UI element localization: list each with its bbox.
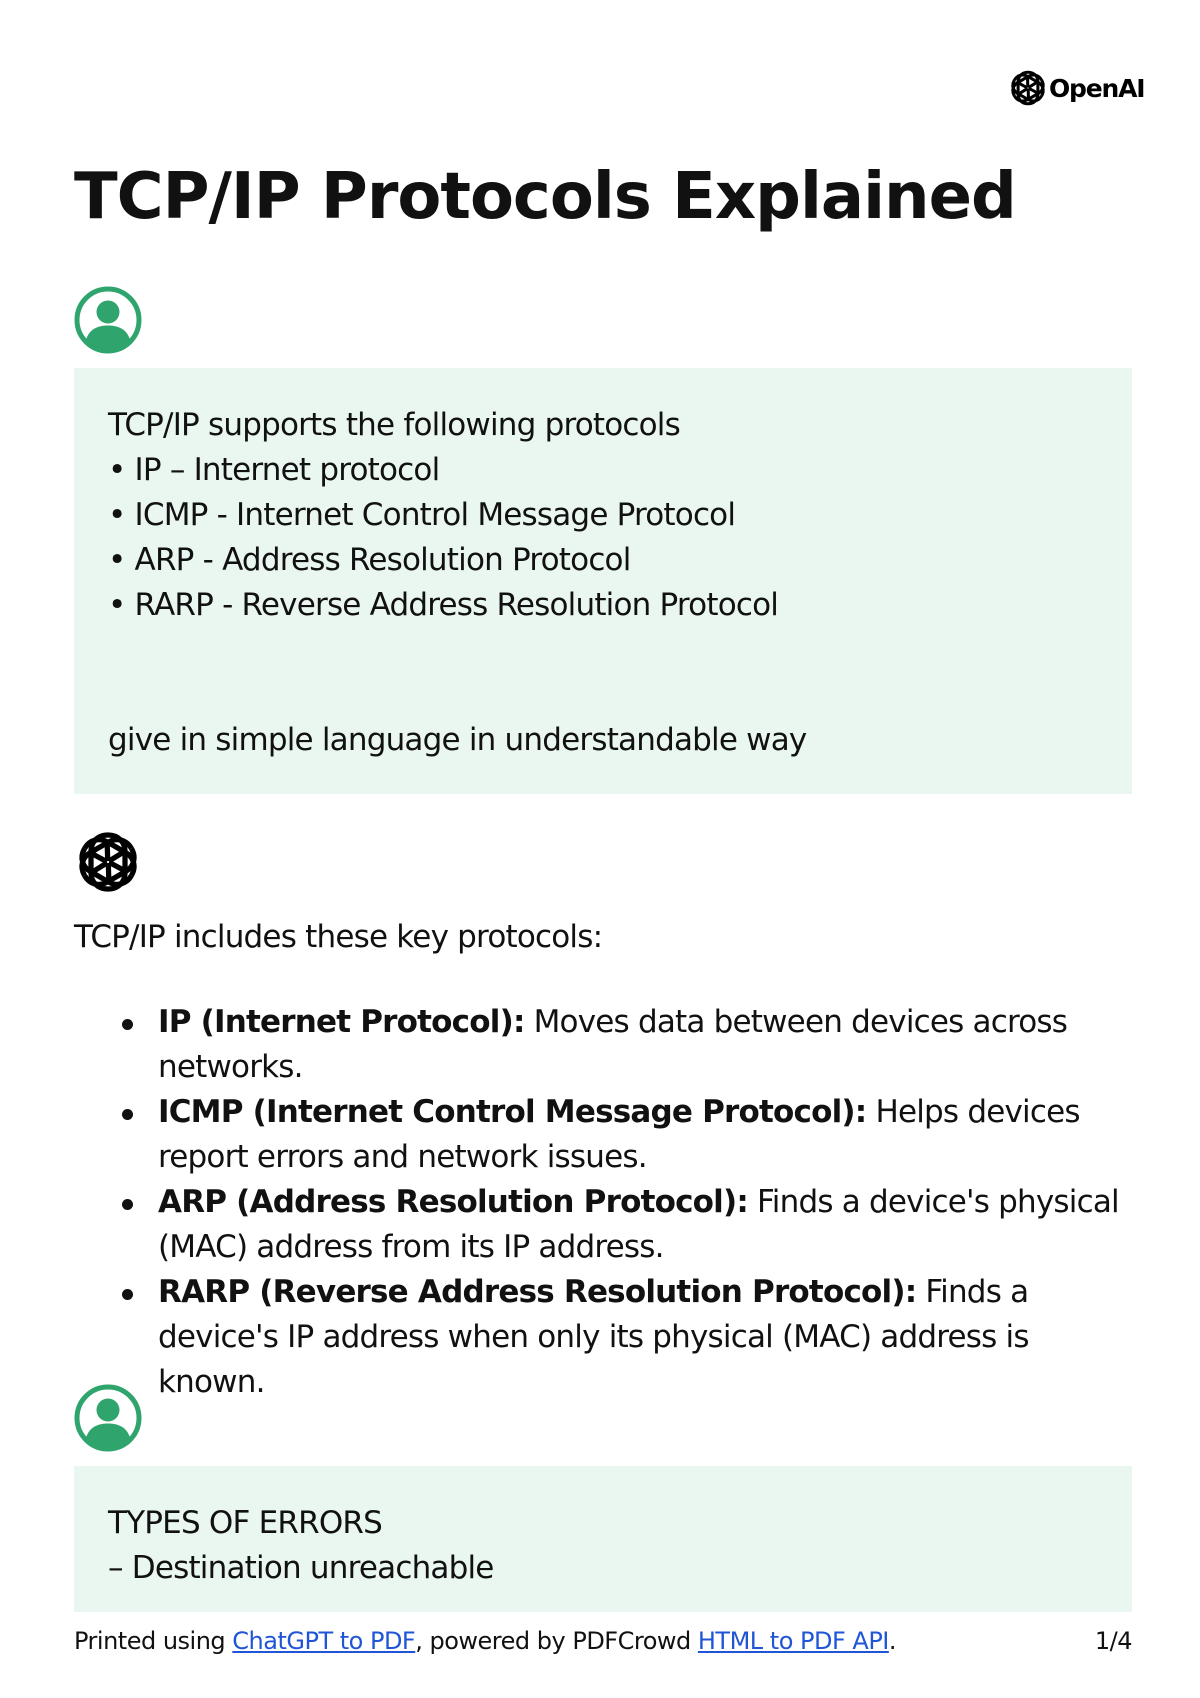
user-message-line: • RARP - Reverse Address Resolution Protocol [108, 587, 779, 623]
user-message-line: – Destination unreachable [108, 1550, 494, 1586]
user-message [74, 1466, 1132, 1612]
list-item [74, 1270, 1134, 1405]
user-avatar-icon [74, 286, 142, 354]
protocol-term: RARP (Reverse Address Resolution Protocol): [158, 1274, 917, 1310]
footer-prefix: Printed using [74, 1627, 233, 1655]
protocol-description: Helps devices report errors and network issues. [158, 1094, 1080, 1175]
protocol-term: ICMP (Internet Control Message Protocol): [158, 1094, 867, 1130]
page-number: 1/4 [1094, 1627, 1132, 1655]
user-message-line: TYPES OF ERRORS [108, 1505, 383, 1541]
openai-logo-icon [1010, 70, 1046, 106]
footer-middle: , powered by PDFCrowd [415, 1627, 698, 1655]
assistant-intro: TCP/IP includes these key protocols: [74, 919, 603, 955]
user-message-line: give in simple language in understandable way [108, 722, 807, 758]
brand-name: OpenAI [1049, 73, 1145, 103]
chatgpt-logo-icon [74, 828, 142, 896]
html-to-pdf-api-link[interactable]: HTML to PDF API [697, 1627, 889, 1655]
assistant-protocol-list [74, 1000, 1134, 1405]
user-avatar [74, 1384, 142, 1452]
user-message-line: • ARP - Address Resolution Protocol [108, 542, 631, 578]
protocol-description: Moves data between devices across networks. [158, 1004, 1068, 1085]
user-message [74, 368, 1132, 794]
brand-logo [1010, 70, 1144, 106]
user-message-line: • IP – Internet protocol [108, 452, 440, 488]
protocol-description: Finds a device's IP address when only its physical (MAC) address is known. [158, 1274, 1029, 1400]
chatgpt-to-pdf-link[interactable]: ChatGPT to PDF [232, 1627, 416, 1655]
list-item [74, 1090, 1134, 1180]
user-message-line: • ICMP - Internet Control Message Protocol [108, 497, 736, 533]
protocol-term: ARP (Address Resolution Protocol): [158, 1184, 748, 1220]
list-item [74, 1000, 1134, 1090]
user-avatar-icon [74, 1384, 142, 1452]
user-message-line: TCP/IP supports the following protocols [108, 407, 680, 443]
protocol-description: Finds a device's physical (MAC) address from its IP address. [158, 1184, 1119, 1265]
footer-suffix: . [888, 1627, 897, 1655]
assistant-avatar [74, 828, 142, 896]
protocol-term: IP (Internet Protocol): [158, 1004, 525, 1040]
list-item [74, 1180, 1134, 1270]
user-avatar [74, 286, 142, 354]
print-footer [74, 1626, 1132, 1656]
page-title: TCP/IP Protocols Explained [74, 160, 1016, 234]
